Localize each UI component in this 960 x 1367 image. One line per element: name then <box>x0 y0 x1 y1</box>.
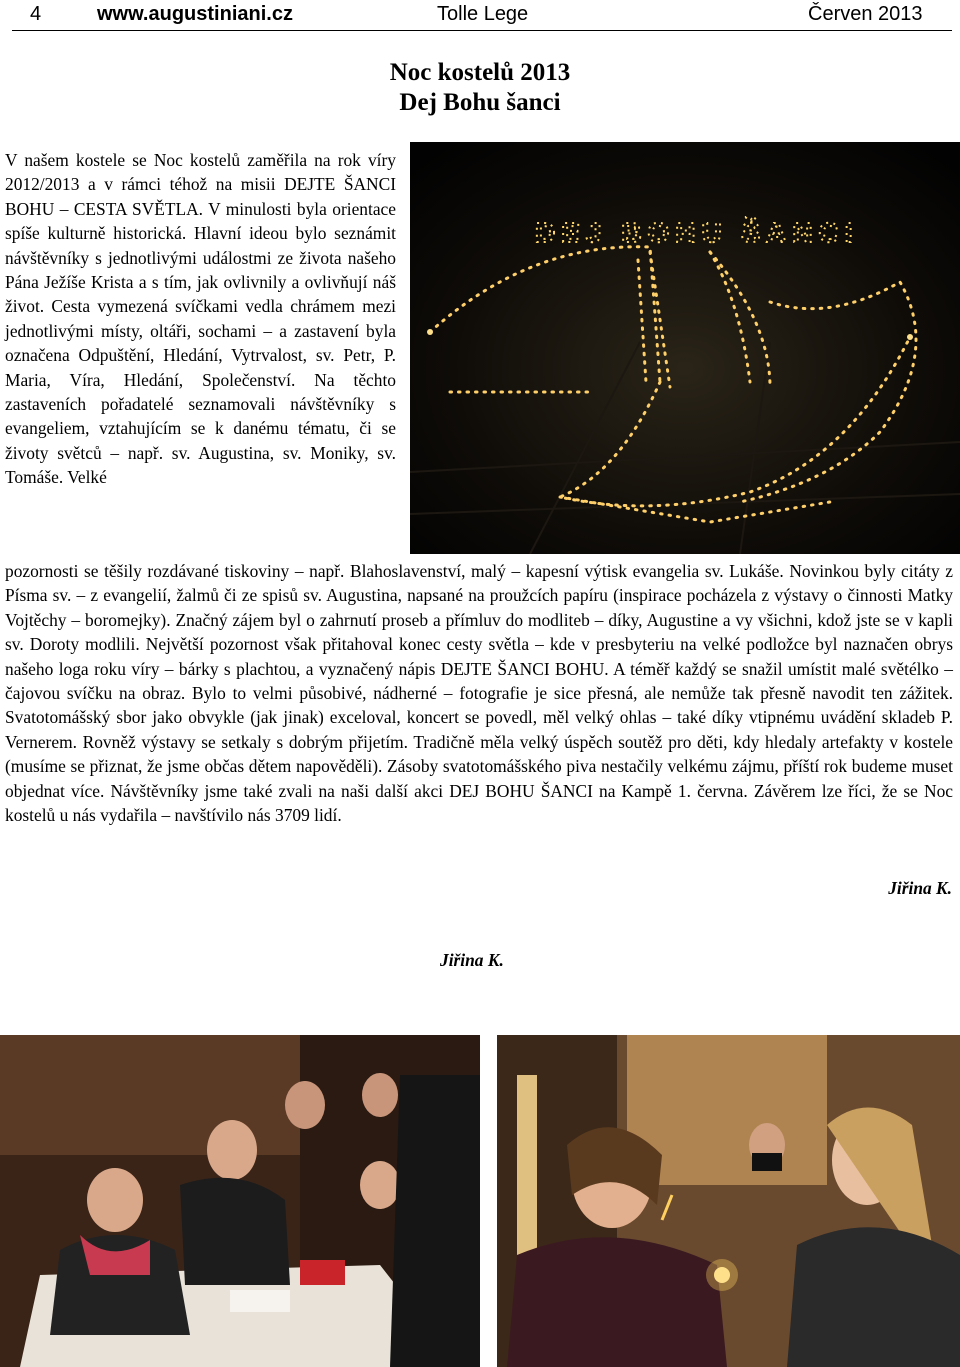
photo-candle-lighting <box>497 1035 960 1367</box>
magazine-name: Tolle Lege <box>437 3 529 25</box>
main-column <box>5 559 953 827</box>
intro-paragraph: V našem kostele se Noc kostelů zaměřila na rok víry 2012/2013 a v rámci téhož na misii DEJTE ŠANCI BOHU – CESTA SVĚTLA. V minulosti byla orientace spíše kulturně historická. Hlavní ideou bylo seznámit návštěvníky s jednotlivými událostmi ze života našeho Pána Ježíše Krista a s tím, jak ovlivnily a ovlivňují náš život. Cesta vymezená svíčkami vedla chrámem mezi jednotlivými místy, oltáři, sochami – a zastavení byla označena Odpuštění, Hledání, Vytrvalost, sv. Petr, P. Maria, Víra, Hledání, Společenství. Na těchto zastaveních pořadatelé seznamovali návštěvníky s evangeliem, vztahujícím se k danému tématu, či se životy světců – např. sv. Augustina, sv. Moniky, sv. Tomáše. Velké <box>5 150 396 488</box>
intro-column <box>5 148 396 490</box>
article-title <box>330 58 630 118</box>
website-link[interactable]: www.augustiniani.cz <box>97 3 293 25</box>
title-line-2: Dej Bohu šanci <box>399 89 561 116</box>
author-signature-repeat: Jiřina K. <box>440 950 504 970</box>
issue-date: Červen 2013 <box>808 3 923 25</box>
main-paragraph: pozornosti se těšily rozdávané tiskoviny – např. Blahoslavenství, malý – kapesní výtisk evangelia sv. Lukáše. Novinkou byly citáty z Písma sv. – z evangelií, žalmů či ze spisů sv. Augustina, napsané na proužcích papíru (inspirace pocházela z výstavy o činnosti Matky Vojtěchy – boromejky). Značný zájem byl o zahrnutí proseb a přímluv do modliteb – díky, Augustine a vy všichni, kdož jste se v kapli sv. Doroty modlili. Největší pozornost však přitahoval konec cesty světla – kde v presbyteriu na velké podložce byl naznačen obrys našeho loga roku víry – bárky s plachtou, a vyznačený nápis DEJTE ŠANCI BOHU. A téměř každý se snažil umístit malé světélko – čajovou svíčku na obraz. Bylo to velmi působivé, nádherné – fotografie je sice přesná, ale nemůže tak přesně navodit ten zážitek. Svatotomášský sbor jako obvykle (jak jinak) exceloval, koncert se povedl, měl velký ohlas – také díky vtipnému uvádění skladeb P. Vernerem. Rovněž výstavy se setkaly s dobrým přijetím. Tradičně měla velký úspěch soutěž pro děti, kdy hledaly artefakty v kostele (musíme se přiznat, že jsme občas dětem napověděli). Zásoby svatotomášského piva nestačily velkému zájmu, příští rok budeme muset objednat více. Návštěvníky jsme také zvali na naši další akci DEJ BOHU ŠANCI na Kampě 1. června. Závěrem lze říci, že se Noc kostelů u nás vydařila – navštívilo nás 3709 lidí. <box>5 561 953 826</box>
title-line-1: Noc kostelů 2013 <box>389 59 571 86</box>
header-rule <box>12 30 952 31</box>
page-number: 4 <box>30 3 42 25</box>
photo-registration-table <box>0 1035 480 1367</box>
candle-lettering: DEJ BOHU ŠANCI <box>535 217 859 248</box>
author-signature: Jiřina K. <box>888 878 952 898</box>
candles-photo <box>410 142 960 554</box>
